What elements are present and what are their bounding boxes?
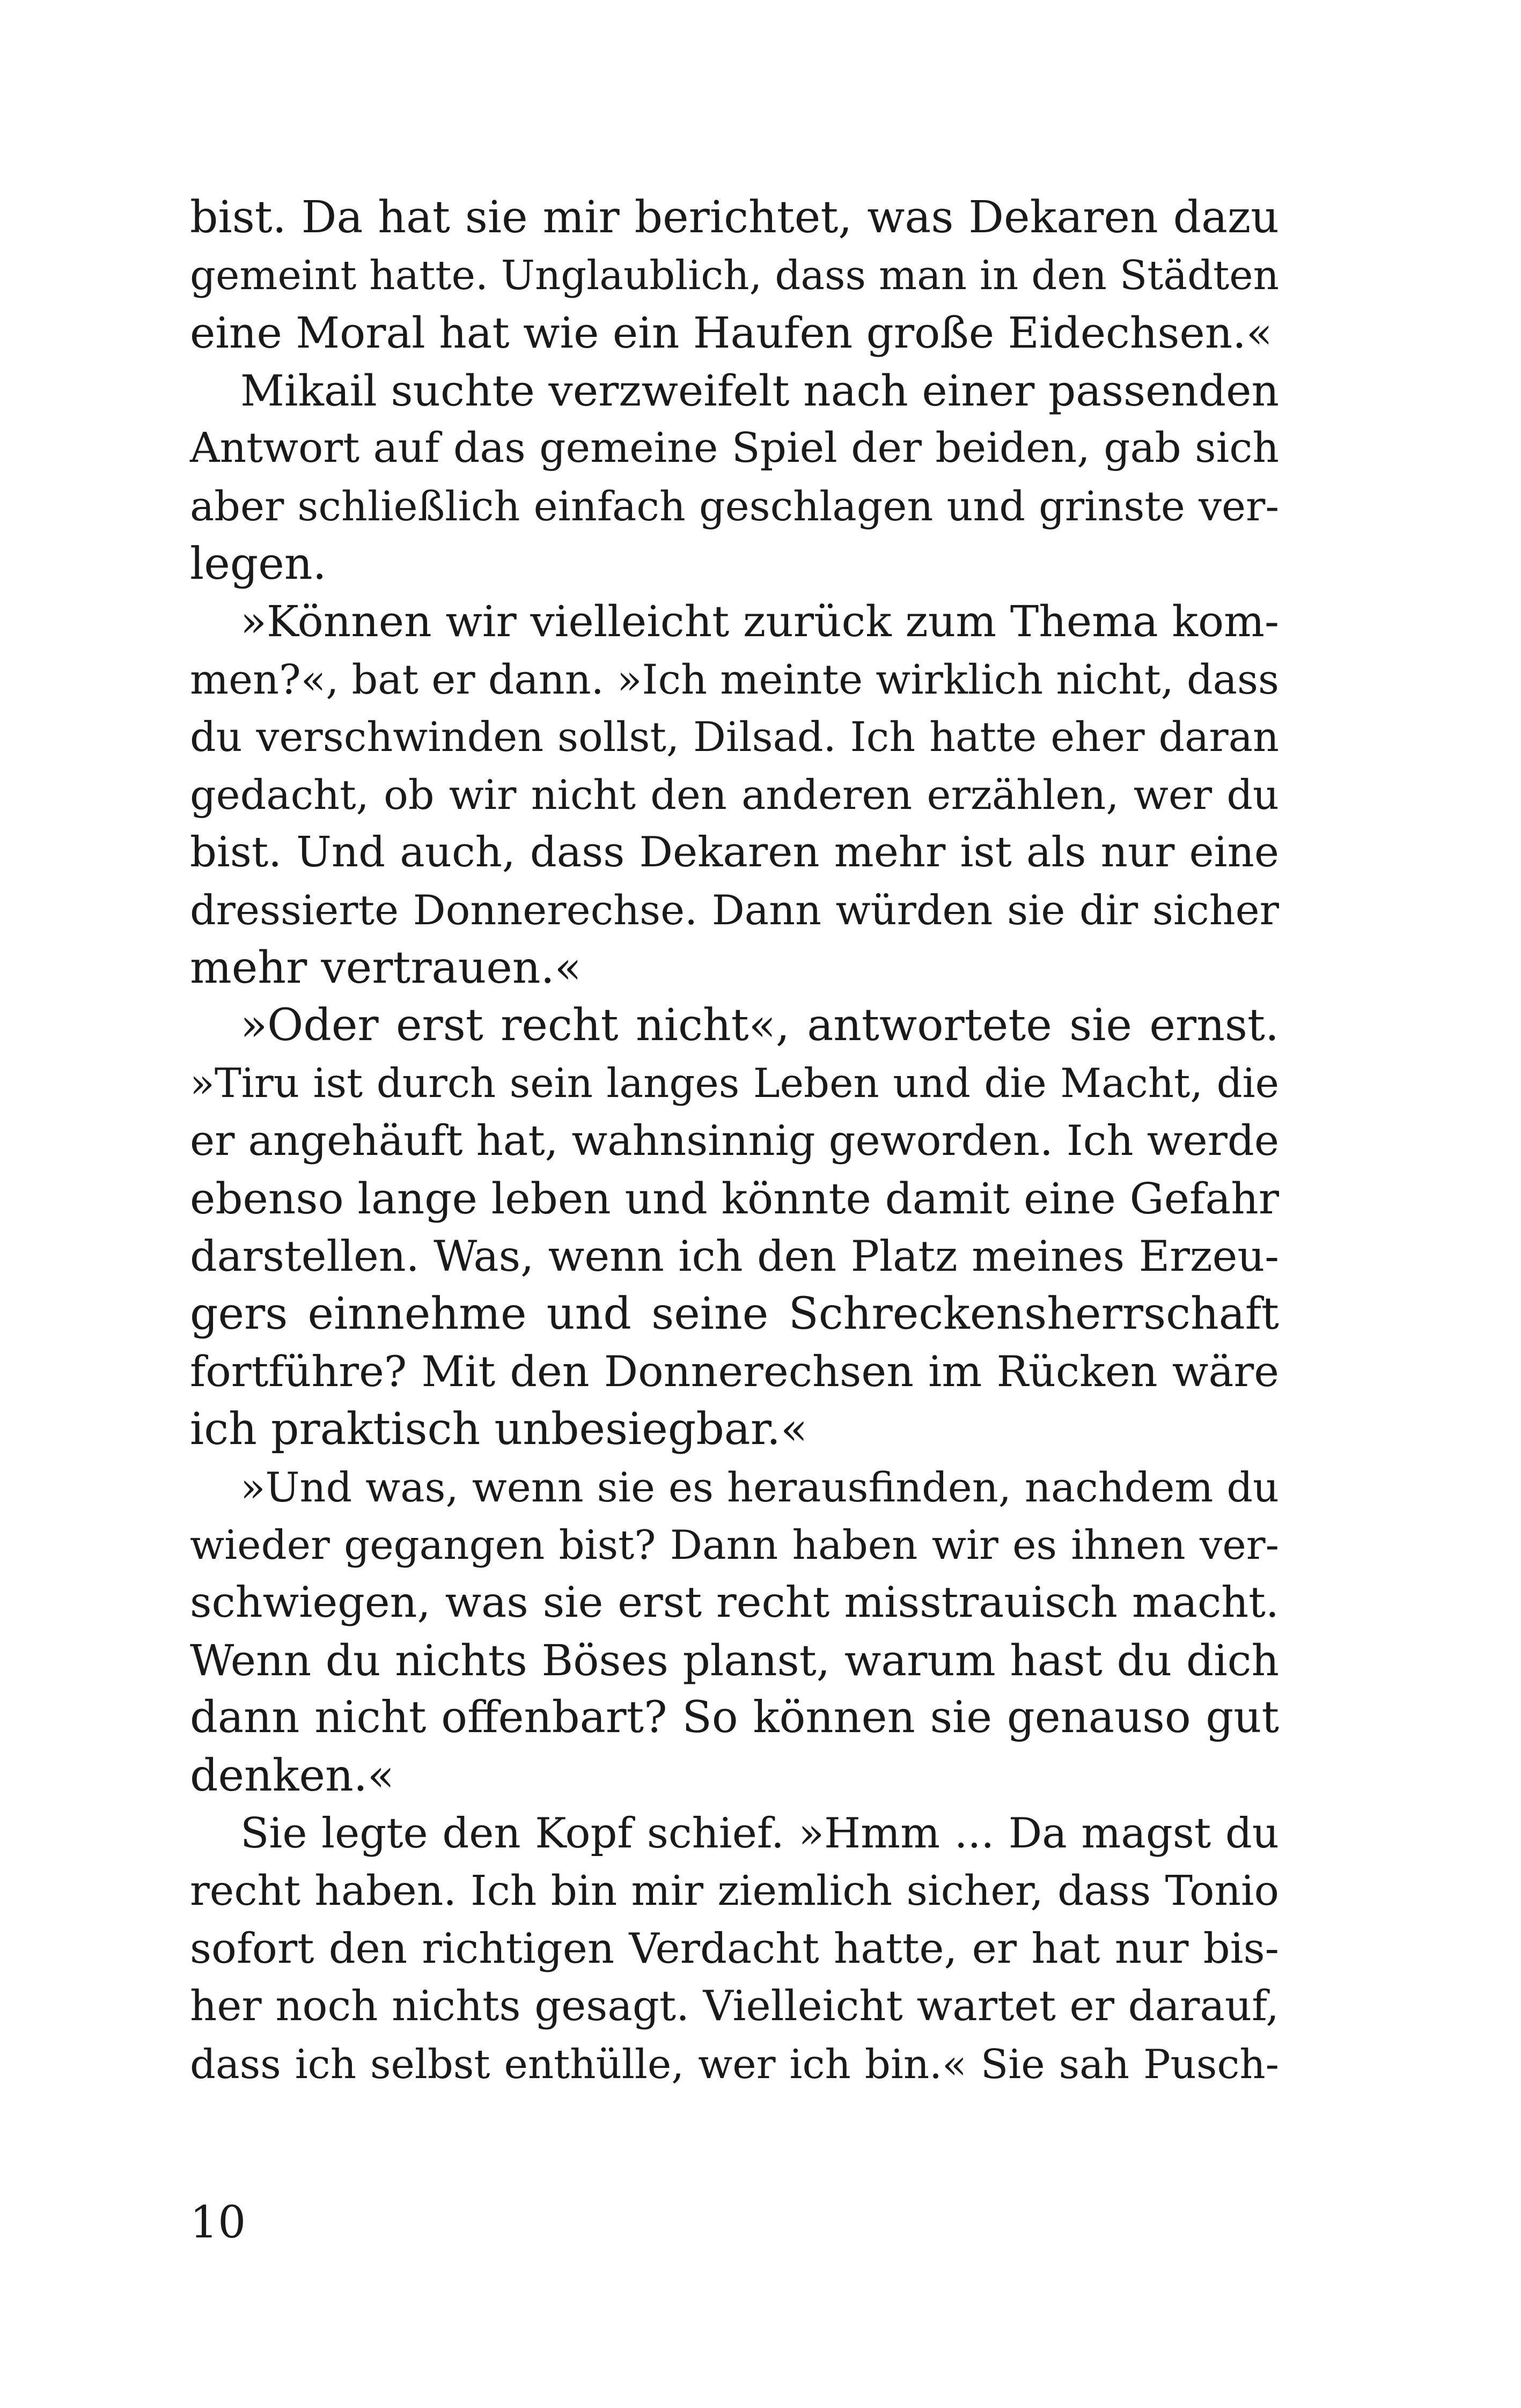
text-line: »Können wir vielleicht zurück zum Thema kom- [240, 597, 1279, 647]
body-text [190, 189, 1279, 2094]
text-line: eine Moral hat wie ein Haufen große Eidechsen.« [190, 308, 1273, 358]
text-line: du verschwinden sollst, Dilsad. Ich hatte eher daran [190, 713, 1279, 761]
text-line: »Oder erst recht nicht«, antwortete sie ernst. [240, 1000, 1279, 1051]
text-line: sofort den richtigen Verdacht hatte, er hat nur bis- [190, 1924, 1279, 1973]
text-line: dressierte Donnerechse. Dann würden sie dir sicher [190, 886, 1279, 934]
text-line: er angehäuft hat, wahnsinnig geworden. Ich werde [190, 1116, 1279, 1165]
text-line: Mikail suchte verzweifelt nach einer passenden [240, 365, 1279, 416]
text-line: dass ich selbst enthülle, wer ich bin.« Sie sah Pusch- [190, 2041, 1279, 2088]
text-line: recht haben. Ich bin mir ziemlich sicher, dass Tonio [190, 1867, 1279, 1916]
text-line: Antwort auf das gemeine Spiel der beiden, gab sich [190, 424, 1279, 473]
text-line: darstellen. Was, wenn ich den Platz meines Erzeu- [190, 1231, 1279, 1281]
page-number: 10 [190, 2197, 246, 2248]
text-line: »Und was, wenn sie es herausfinden, nachdem du [240, 1463, 1279, 1512]
text-line: mehr vertrauen.« [190, 942, 582, 993]
text-line: ich praktisch unbesiegbar.« [190, 1404, 808, 1455]
text-line: dann nicht offenbart? So können sie genauso gut [190, 1692, 1279, 1743]
text-line: »Tiru ist durch sein langes Leben und die Macht, die [190, 1059, 1279, 1107]
text-line: gemeint hatte. Unglaublich, dass man in den Städten [190, 251, 1279, 299]
text-line: aber schließlich einfach geschlagen und grinste ver- [190, 482, 1279, 530]
text-line: denken.« [190, 1750, 395, 1802]
text-line: wieder gegangen bist? Dann haben wir es ihnen ver- [190, 1521, 1279, 1568]
text-line: Wenn du nichts Böses planst, warum hast du dich [190, 1635, 1279, 1685]
text-line: bist. Und auch, dass Dekaren mehr ist als nur eine [190, 828, 1279, 877]
text-line: schwiegen, was sie erst recht misstrauisch macht. [190, 1578, 1279, 1628]
text-line: Sie legte den Kopf schief. »Hmm ... Da magst du [240, 1809, 1279, 1858]
text-line: gedacht, ob wir nicht den anderen erzählen, wer du [190, 770, 1279, 819]
text-line: men?«, bat er dann. »Ich meinte wirklich nicht, dass [190, 655, 1279, 703]
text-line: her noch nichts gesagt. Vielleicht wartet er darauf, [190, 1982, 1279, 2031]
text-line: gers einnehme und seine Schreckensherrschaft [190, 1288, 1279, 1340]
text-line: bist. Da hat sie mir berichtet, was Dekaren dazu [190, 192, 1279, 243]
text-line: ebenso lange leben und könnte damit eine Gefahr [190, 1174, 1279, 1224]
text-line: fortführe? Mit den Donnerechsen im Rücken wäre [190, 1346, 1279, 1396]
text-line: legen. [190, 538, 327, 590]
